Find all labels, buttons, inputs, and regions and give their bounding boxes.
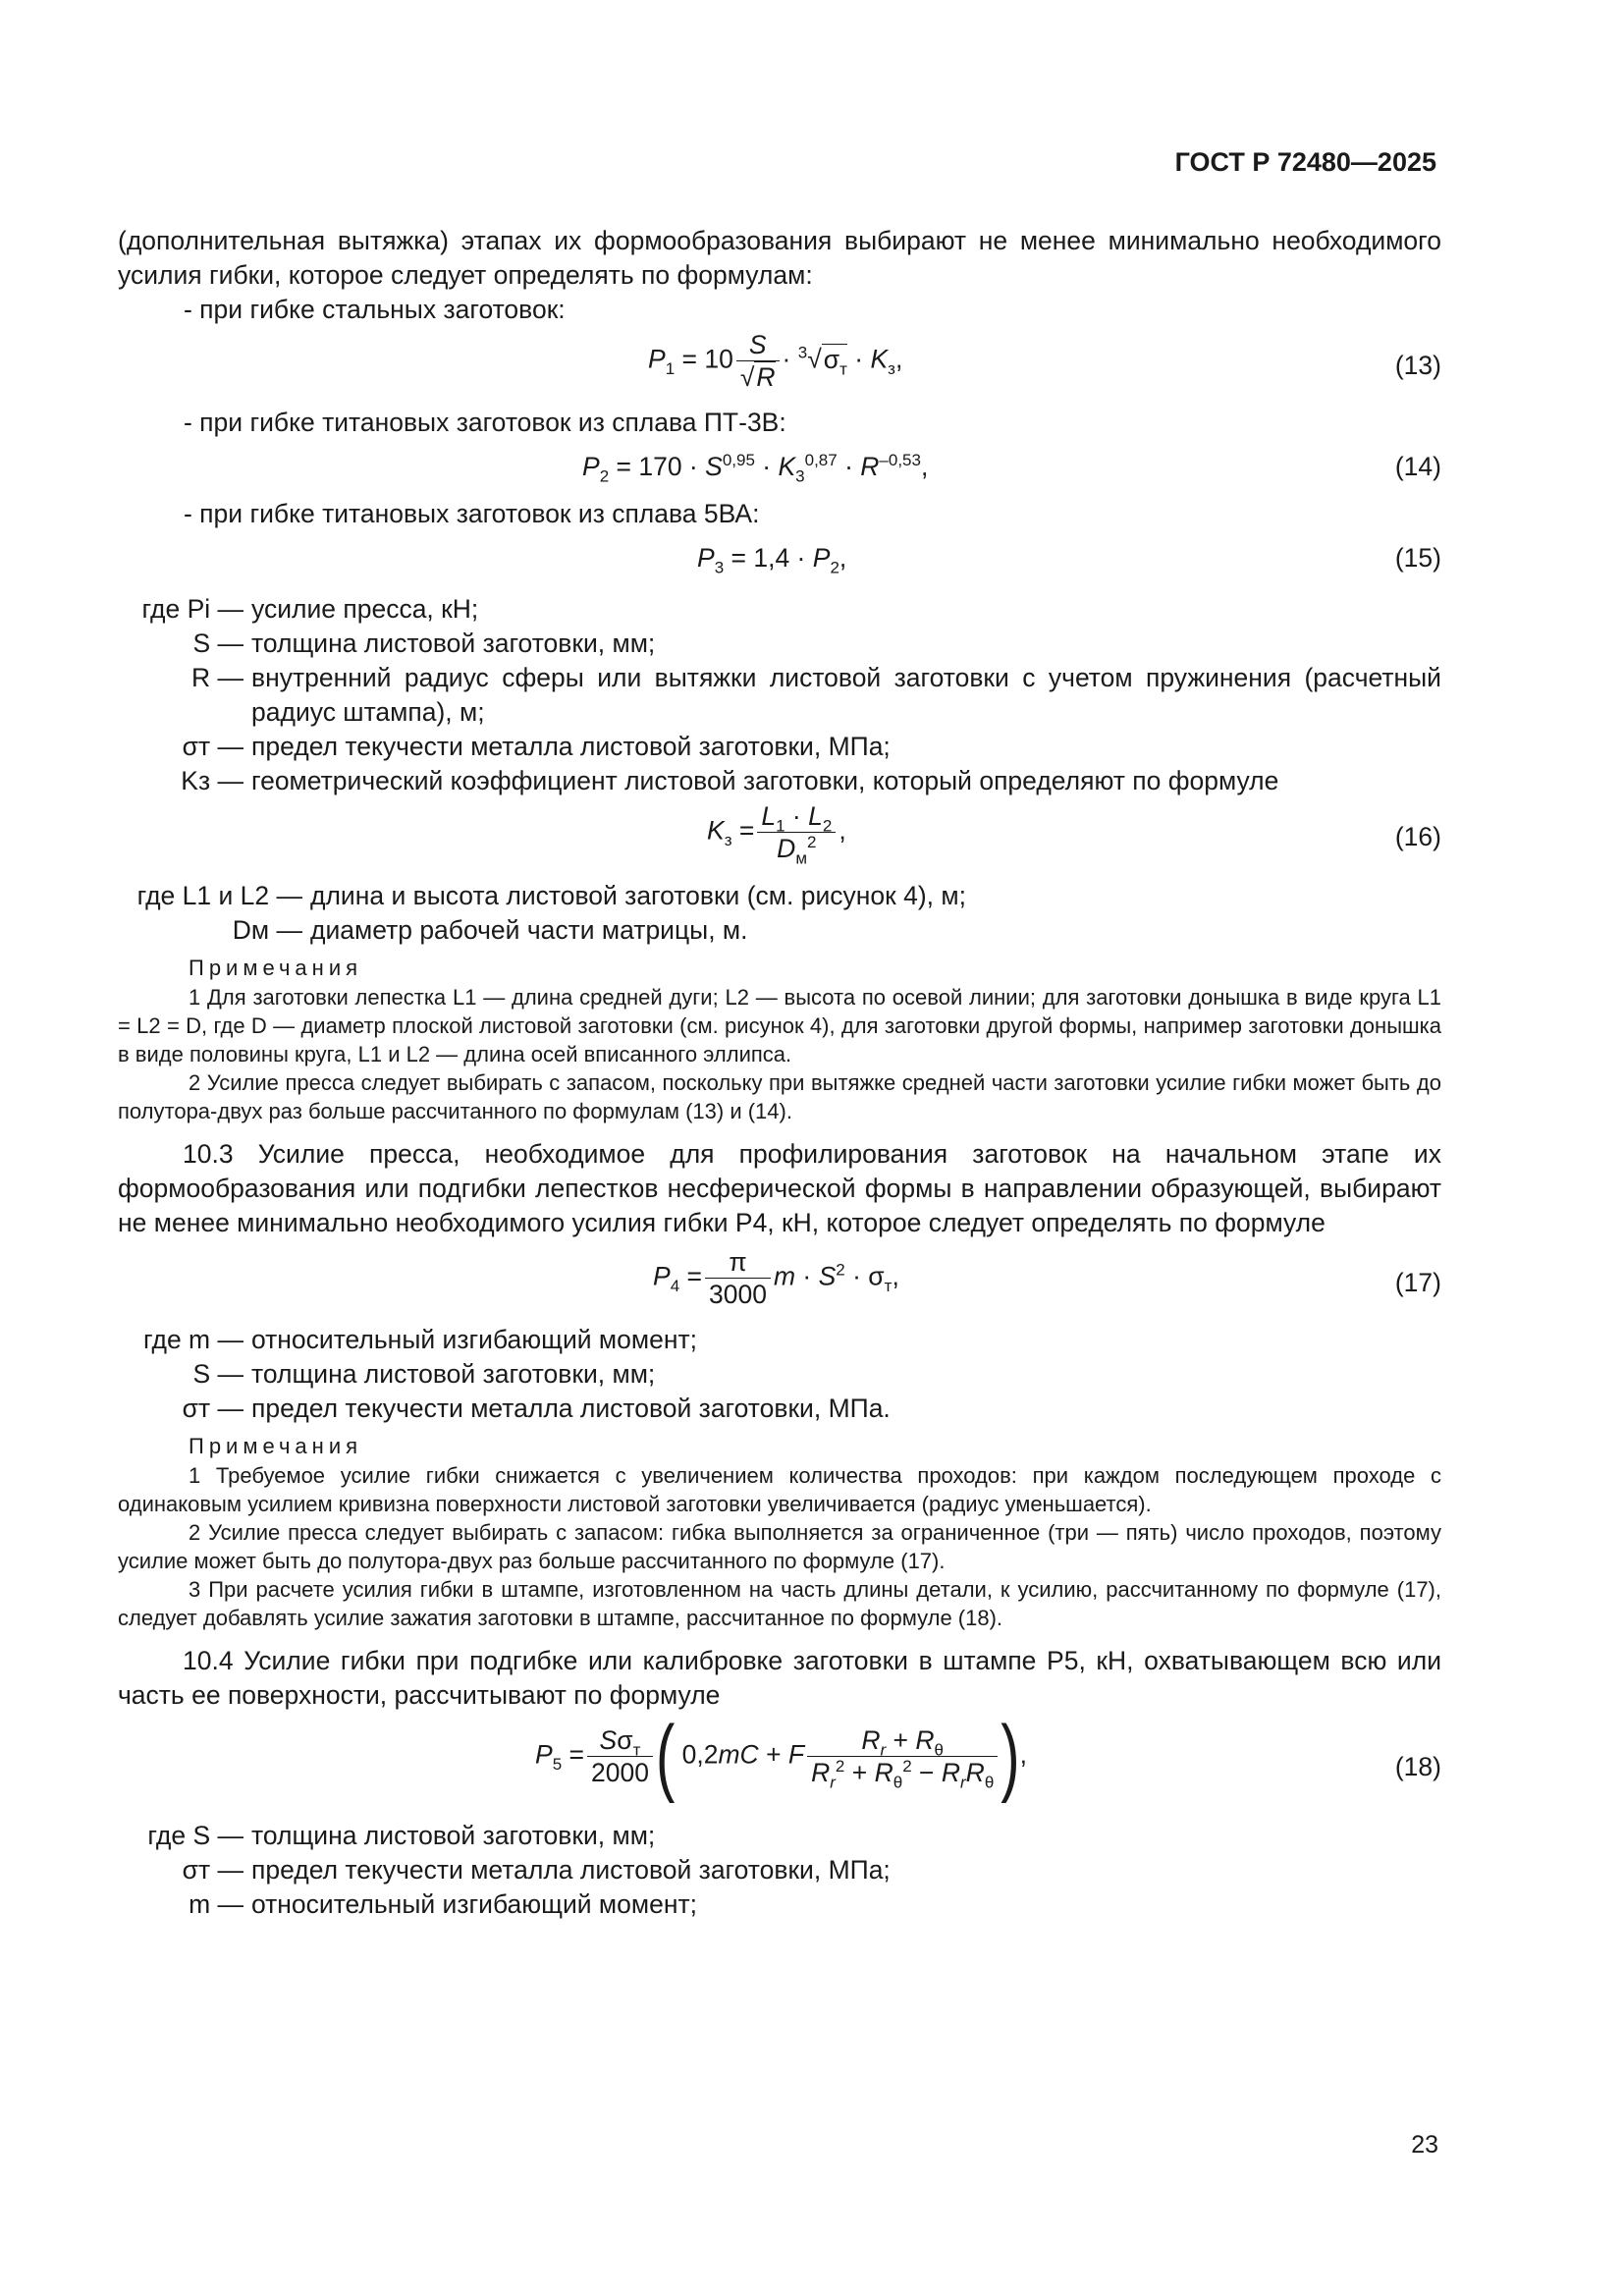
equation-number: (14) (1394, 452, 1441, 481)
where-item: Kз — геометрический коэффициент листовой заготовки, который определяют по формуле (181, 766, 1279, 795)
notes-title: Примечания (189, 956, 363, 980)
equation-number: (15) (1394, 543, 1441, 573)
equation-number: (17) (1394, 1268, 1441, 1297)
notes-title: Примечания (189, 1434, 363, 1458)
paragraph-10-3: 10.3 Усилие пресса, необходимое для профилирования заготовок на начальном этапе их формообразования или подгибки лепестков несферической формы в направлении образующей, выбирают не менее минимально необходимого усилия гибки P4, кН, которое следует определять по формуле (118, 1139, 1441, 1237)
equation-16: $K_з$ = $\frac{L_1 \cdot L_2}{D_м^2}$ , (16) (707, 801, 1441, 868)
where-list (118, 1323, 1441, 1426)
equation-number: (16) (1394, 822, 1441, 851)
where-item: где Pi — усилие пресса, кН; (141, 594, 479, 624)
equation-17: $P_4$ = $\frac{\pi}{3000}$ $m \cdot S^2 \cdot \sigma_т$, (17) (653, 1247, 1441, 1309)
where-list (118, 592, 1441, 798)
where-item: σт — предел текучести металла листовой заготовки, МПа; (182, 732, 891, 761)
equation-number: (13) (1394, 351, 1441, 380)
note-item: 3 При расчете усилия гибки в штампе, изготовленном на часть длины детали, к усилию, рассчитанному по формуле (17), следует добавлять усилие зажатия заготовки в штампе, рассчитанное по формуле (18). (118, 1577, 1441, 1630)
equation-14: $P_2 = 170 \cdot S^{0,95} \cdot K_3^{0,87} \cdot R^{-0,53}$, (14) (582, 451, 1441, 486)
note-item: 1 Требуемое усилие гибки снижается с увеличением количества проходов: при каждом последующем проходе с одинаковым усилием кривизна поверхности листовой заготовки увеличивается (радиус уменьшается). (118, 1463, 1441, 1516)
where-item: S — толщина листовой заготовки, мм; (192, 1359, 656, 1389)
paragraph-10-4: 10.4 Усилие гибки при подгибке или калибровке заготовки в штампе P5, кН, охватывающем всю или часть ее поверхности, рассчитывают по формуле (118, 1646, 1441, 1710)
page-number: 23 (1411, 2131, 1438, 2159)
document-header: ГОСТ Р 72480—2025 (1174, 147, 1436, 177)
where-item: m — относительный изгибающий момент; (189, 1889, 697, 1919)
notes (118, 983, 1441, 1125)
page-content (118, 224, 1441, 1922)
case-label: - при гибке титановых заготовок из сплава ПТ-3В: (184, 408, 786, 437)
where-item: R — внутренний радиус сферы или вытяжки листовой заготовки с учетом пружинения (расчетный радиус штампа), м; (191, 663, 1441, 727)
equation-18: $P_5$ = $\frac{S\sigma_т}{2000}$ ( 0,2mC + F $\frac{R_r + R_\theta}{R_r^2 + R_\theta^2 - R_rR_\theta}$ ), (18) (535, 1708, 1441, 1805)
note-item: 2 Усилие пресса следует выбирать с запасом: гибка выполняется за ограниченное (три — пять) число проходов, поэтому усилие может быть до полутора-двух раз больше рассчитанного по формуле (17). (118, 1520, 1441, 1573)
where-item: где S — толщина листовой заготовки, мм; (147, 1821, 656, 1850)
where-list (118, 1819, 1441, 1922)
where-list (118, 879, 1441, 948)
where-item: S — толщина листовой заготовки, мм; (192, 629, 656, 658)
where-item: σт — предел текучести металла листовой заготовки, МПа; (182, 1855, 891, 1885)
equation-15: $P_3 = 1,4 \cdot P_2$, (15) (697, 543, 1441, 577)
note-item: 2 Усилие пресса следует выбирать с запасом, поскольку при вытяжке средней части заготовки усилие гибки может быть до полутора-двух раз больше рассчитанного по формулам (13) и (14). (118, 1070, 1441, 1123)
note-item: 1 Для заготовки лепестка L1 — длина средней дуги; L2 — высота по осевой линии; для заготовки донышка в виде круга L1 = L2 = D, где D — диаметр плоской листовой заготовки (см. рисунок 4), для заготовки другой формы, например заготовки донышка в виде половины круга, L1 и L2 — длина осей вписанного эллипса. (118, 985, 1441, 1066)
where-item: Dм — диаметр рабочей части матрицы, м. (232, 915, 748, 945)
where-item: где L1 и L2 — длина и высота листовой заготовки (см. рисунок 4), м; (136, 881, 966, 910)
where-item: σт — предел текучести металла листовой заготовки, МПа. (182, 1394, 891, 1423)
notes (118, 1461, 1441, 1632)
case-label: - при гибке стальных заготовок: (184, 295, 566, 324)
where-item: где m — относительный изгибающий момент; (143, 1325, 697, 1354)
case-label: - при гибке титановых заготовок из сплава 5ВА: (184, 499, 760, 528)
paragraph: (дополнительная вытяжка) этапах их формообразования выбирают не менее минимально необходимого усилия гибки, которое следует определять по формулам: (118, 226, 1441, 290)
equation-number: (18) (1394, 1752, 1441, 1781)
equation-13: $P_1 = 10$ $\frac{S}{√R}$ · $^3√\sigma_т \cdot K_з$, (13) (648, 330, 1441, 392)
